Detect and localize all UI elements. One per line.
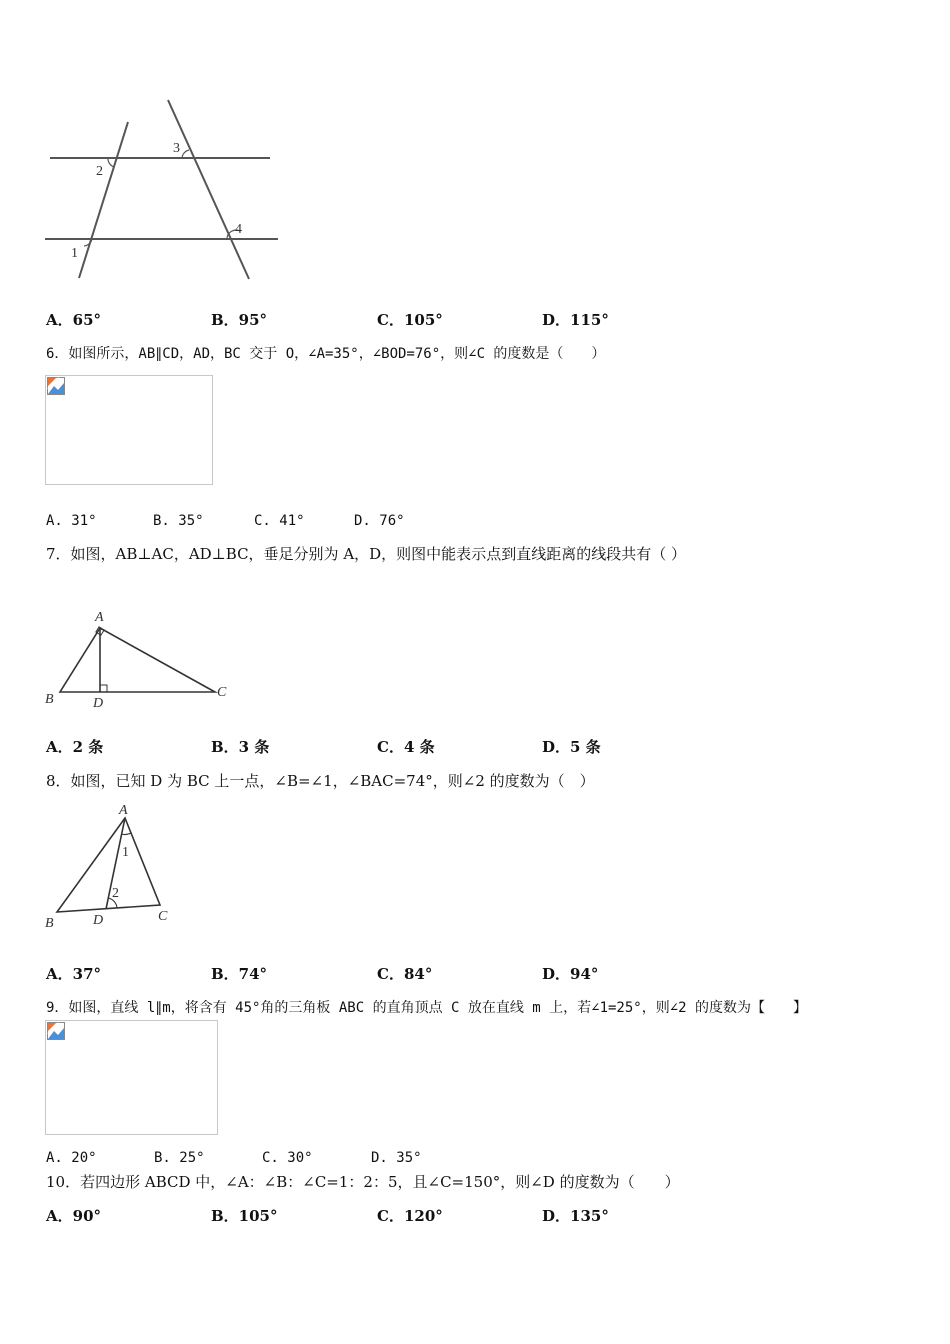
q6-option-d[interactable]: D. 76° (354, 513, 405, 529)
vertex-label-a: A (95, 610, 104, 625)
angle-arc-3 (182, 150, 189, 158)
q6-question-text: 6．如图所示，AB∥CD，AD，BC 交于 O，∠A=35°，∠BOD=76°，则∠C 的度数是（ ） (46, 346, 606, 362)
left-transversal (79, 122, 128, 278)
vertex-label-b: B (45, 916, 54, 931)
vertex-label-a: A (119, 803, 128, 818)
right-triangle-figure (40, 600, 240, 715)
q9-image-placeholder (45, 1020, 218, 1135)
angle-label-2: 2 (96, 164, 103, 179)
q6-option-a[interactable]: A. 31° (46, 513, 97, 529)
angle-label-1: 1 (122, 845, 129, 860)
q5-option-b[interactable]: B．95° (211, 311, 268, 329)
q9-option-c[interactable]: C. 30° (262, 1150, 313, 1166)
q8-option-d[interactable]: D．94° (542, 965, 599, 983)
q5-option-a[interactable]: A．65° (46, 311, 102, 329)
triangle-abc (60, 628, 215, 692)
vertex-label-d: D (93, 913, 104, 928)
q9-option-b[interactable]: B. 25° (154, 1150, 205, 1166)
angle-label-1: 1 (71, 246, 78, 261)
vertex-label-c: C (158, 909, 168, 924)
q10-option-d[interactable]: D．135° (542, 1207, 609, 1225)
q7-option-c[interactable]: C．4 条 (377, 738, 435, 756)
q8-option-a[interactable]: A．37° (46, 965, 102, 983)
q5-option-c[interactable]: C．105° (377, 311, 443, 329)
q10-option-c[interactable]: C．120° (377, 1207, 443, 1225)
q6-image-placeholder (45, 375, 213, 485)
q10-option-a[interactable]: A．90° (46, 1207, 102, 1225)
q7-option-b[interactable]: B．3 条 (211, 738, 270, 756)
q5-option-d[interactable]: D．115° (542, 311, 609, 329)
broken-image-icon (47, 377, 65, 395)
angle-label-2: 2 (112, 886, 119, 901)
parallel-lines-figure (40, 95, 285, 285)
q6-option-c[interactable]: C. 41° (254, 513, 305, 529)
vertex-label-c: C (217, 685, 227, 700)
q6-option-b[interactable]: B. 35° (153, 513, 204, 529)
q10-option-b[interactable]: B．105° (211, 1207, 278, 1225)
q9-option-a[interactable]: A. 20° (46, 1150, 97, 1166)
q9-option-d[interactable]: D. 35° (371, 1150, 422, 1166)
triangle-with-cevian-figure (40, 800, 190, 930)
q8-question-text: 8．如图，已知 D 为 BC 上一点，∠B=∠1，∠BAC=74°，则∠2 的度数为（ ） (46, 772, 595, 790)
q7-question-text: 7．如图，AB⊥AC，AD⊥BC，垂足分别为 A，D，则图中能表示点到直线距离的线段共有（ ） (46, 545, 686, 563)
q7-option-a[interactable]: A．2 条 (46, 738, 104, 756)
angle-label-4: 4 (235, 222, 242, 237)
q9-question-text: 9．如图，直线 l∥m，将含有 45°角的三角板 ABC 的直角顶点 C 放在直线 m 上，若∠1=25°，则∠2 的度数为【 】 (46, 1000, 808, 1016)
q8-option-b[interactable]: B．74° (211, 965, 268, 983)
angle-label-3: 3 (173, 141, 180, 156)
right-transversal (168, 100, 249, 279)
q10-question-text: 10．若四边形 ABCD 中，∠A：∠B：∠C=1：2：5，且∠C=150°，则∠D 的度数为（ ） (46, 1173, 680, 1191)
vertex-label-d: D (93, 696, 104, 711)
vertex-label-b: B (45, 692, 54, 707)
q7-option-d[interactable]: D．5 条 (542, 738, 601, 756)
broken-image-icon (47, 1022, 65, 1040)
q8-option-c[interactable]: C．84° (377, 965, 433, 983)
angle-arc-2 (108, 158, 114, 167)
right-angle-mark-d (100, 685, 107, 692)
